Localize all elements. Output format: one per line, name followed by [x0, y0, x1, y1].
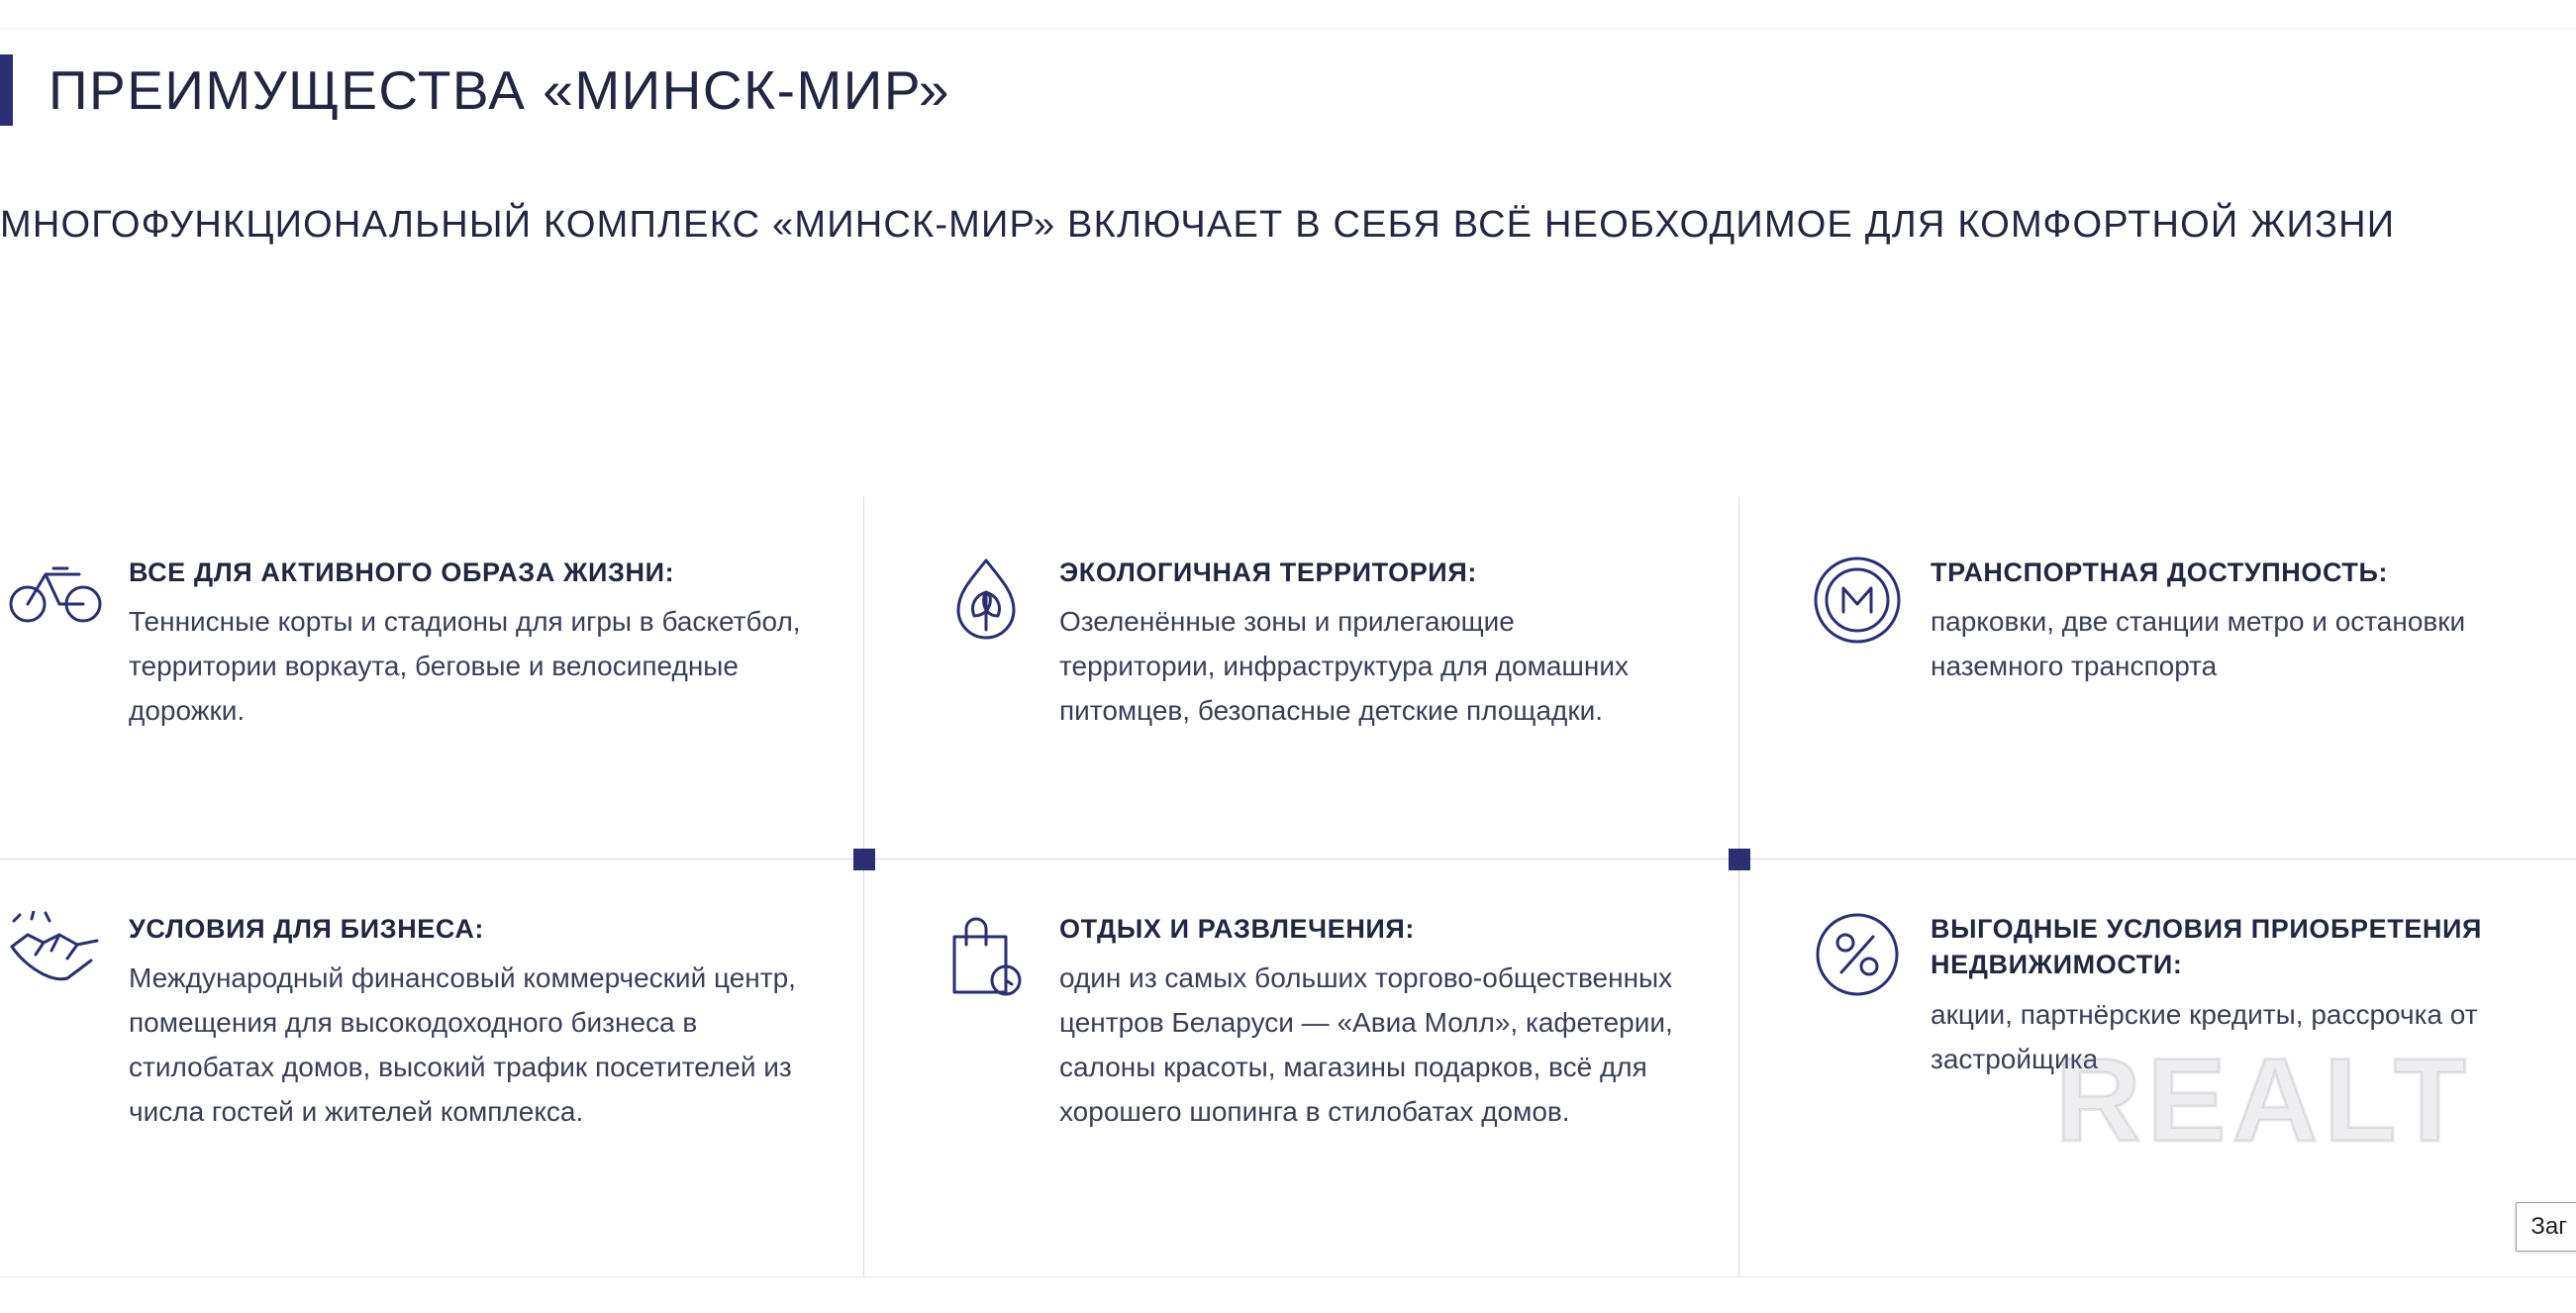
metro-icon [1802, 555, 1913, 665]
feature-card-business [0, 854, 871, 1135]
feature-title: ВСЕ ДЛЯ АКТИВНОГО ОБРАЗА ЖИЗНИ: [129, 557, 675, 587]
feature-title: ОТДЫХ И РАЗВЛЕЧЕНИЯ: [1059, 914, 1416, 944]
page-top-edge [0, 22, 2576, 29]
page-bottom-edge [0, 1276, 2576, 1313]
feature-title: ЭКОЛОГИЧНАЯ ТЕРРИТОРИЯ: [1059, 557, 1477, 587]
page-root [0, 22, 2576, 1313]
feature-body: парковки, две станции метро и остановки наземного транспорта [1931, 606, 2466, 682]
feature-text [129, 549, 802, 734]
leaf-drop-icon [931, 555, 1041, 665]
feature-body: Озеленённые зоны и прилегающие территории, инфраструктура для домашних питомцев, безопасные детские площадки. [1059, 606, 1629, 727]
feature-body: один из самых больших торгово-общественных центров Беларуси — «Авиа Молл», кафетерии, салоны красоты, магазины подарков, всё для хорошего шопинга в стилобатах домов. [1059, 962, 1673, 1127]
features-grid [0, 497, 2576, 1135]
page-title-row [0, 22, 2576, 158]
title-accent-bar [0, 54, 13, 126]
feature-text [1059, 905, 1673, 1135]
feature-text [1931, 905, 2507, 1081]
feature-card-purchase-terms [1742, 854, 2576, 1135]
watermark: REALT [2054, 1034, 2472, 1166]
page-title: ПРЕИМУЩЕСТВА «МИНСК-МИР» [49, 58, 951, 121]
feature-card-leisure [871, 854, 1742, 1135]
floating-action-button[interactable]: Заг [2516, 1202, 2576, 1252]
feature-body: Международный финансовый коммерческий центр, помещения для высокодоходного бизнеса в стилобатах домов, высокий трафик посетителей из числа гостей и жителей комплекса. [129, 962, 796, 1127]
feature-body: акции, партнёрские кредиты, рассрочка от застройщика [1931, 998, 2478, 1074]
feature-card-active-lifestyle [0, 497, 871, 854]
feature-title: ТРАНСПОРТНАЯ ДОСТУПНОСТЬ: [1931, 557, 2389, 587]
feature-body: Теннисные корты и стадионы для игры в баскетбол, территории воркаута, беговые и велосипедные дорожки. [129, 606, 801, 727]
feature-card-eco-territory [871, 497, 1742, 854]
feature-title: УСЛОВИЯ ДЛЯ БИЗНЕСА: [129, 914, 485, 944]
feature-title: ВЫГОДНЫЕ УСЛОВИЯ ПРИОБРЕТЕНИЯ НЕДВИЖИМОСТИ: [1931, 914, 2483, 980]
page-subtitle: МНОГОФУНКЦИОНАЛЬНЫЙ КОМПЛЕКС «МИНСК-МИР» ВКЛЮЧАЕТ В СЕБЯ ВСЁ НЕОБХОДИМОЕ ДЛЯ КОМФОРТНОЙ ЖИЗНИ [0, 203, 2396, 246]
shopping-bag-icon [931, 911, 1041, 1022]
feature-text [1931, 549, 2507, 689]
bicycle-icon [0, 555, 111, 665]
handshake-icon [0, 911, 111, 1022]
feature-text [1059, 549, 1673, 734]
feature-text [129, 905, 802, 1135]
percent-icon [1802, 911, 1913, 1022]
feature-card-transport [1742, 497, 2576, 854]
